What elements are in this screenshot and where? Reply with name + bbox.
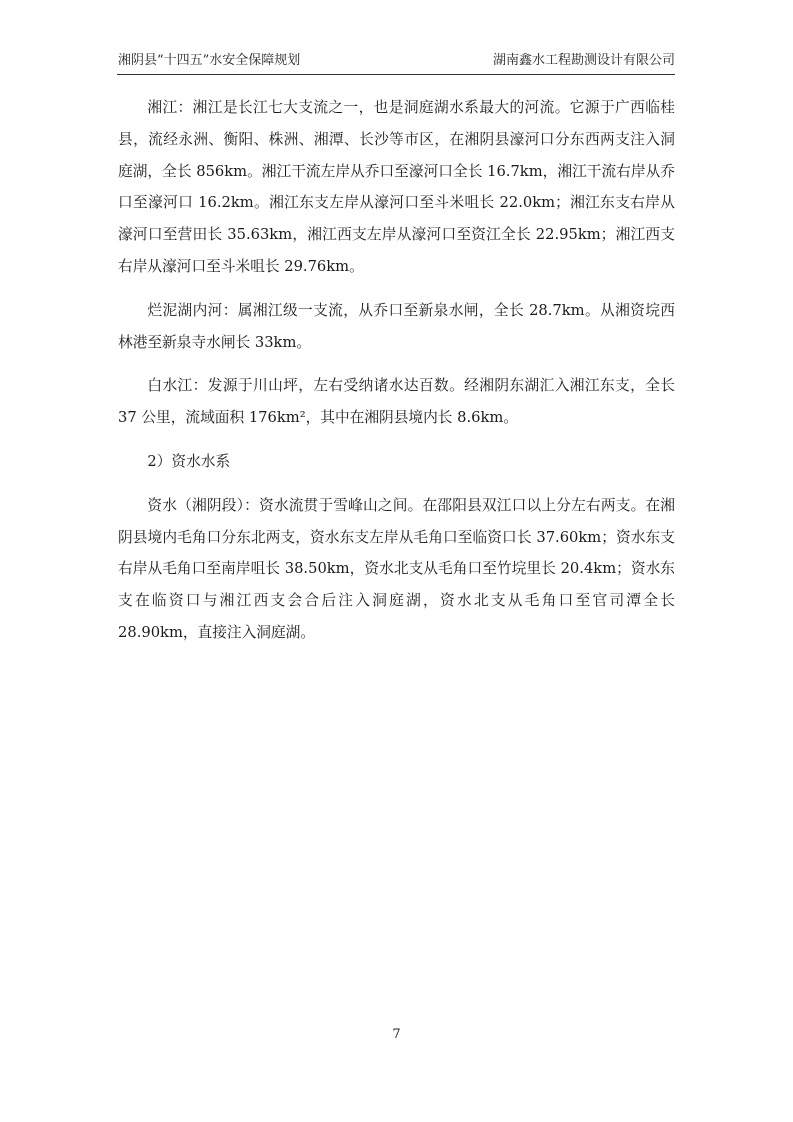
header-company-name: 湖南鑫水工程勘测设计有限公司 <box>492 53 675 68</box>
paragraph-lannihu-river: 烂泥湖内河：属湘江级一支流，从乔口至新泉水闸，全长 28.7km。从湘资垸西林港至新泉寺水闸长 33km。 <box>118 301 675 351</box>
header-document-title: 湘阴县“十四五”水安全保障规划 <box>118 53 301 68</box>
paragraph-xiangjiang: 湘江：湘江是长江七大支流之一，也是洞庭湖水系最大的河流。它源于广西临桂县，流经永洲、衡阳、株洲、湘潭、长沙等市区，在湘阴县濠河口分东西两支注入洞庭湖，全长 856km。湘江干流左岸从乔口至濠河口全长 16.7km，湘江干流右岸从乔口至濠河口 16.2km。湘江东支左岸从濠河口至斗米咀长 22.0km；湘江东支右岸从濠河口至营田长 35.63km，湘江西支左岸从濠河口至资江全长 22.95km；湘江西支右岸从濠河口至斗米咀长 29.76km。 <box>118 99 675 275</box>
section-heading-zishui-system: 2）资水水系 <box>147 452 231 470</box>
page-header <box>118 52 675 76</box>
header-divider <box>117 74 675 75</box>
paragraph-baishuijiang: 白水江：发源于川山坪，左右受纳诸水达百数。经湘阴东湖汇入湘江东支，全长 37 公里，流域面积 176km²，其中在湘阴县境内长 8.6km。 <box>118 377 675 427</box>
page-number: 7 <box>392 1027 401 1042</box>
page-body <box>118 92 675 661</box>
paragraph-zishui: 资水（湘阴段）：资水流贯于雪峰山之间。在邵阳县双江口以上分左右两支。在湘阴县境内毛角口分东北两支，资水东支左岸从毛角口至临资口长 37.60km；资水东支右岸从毛角口至南岸咀长 38.50km，资水北支从毛角口至竹垸里长 20.4km；资水东支在临资口与湘江西支会合后注入洞庭湖，资水北支从毛角口至官司潭全长 28.90km，直接注入洞庭湖。 <box>118 496 675 641</box>
